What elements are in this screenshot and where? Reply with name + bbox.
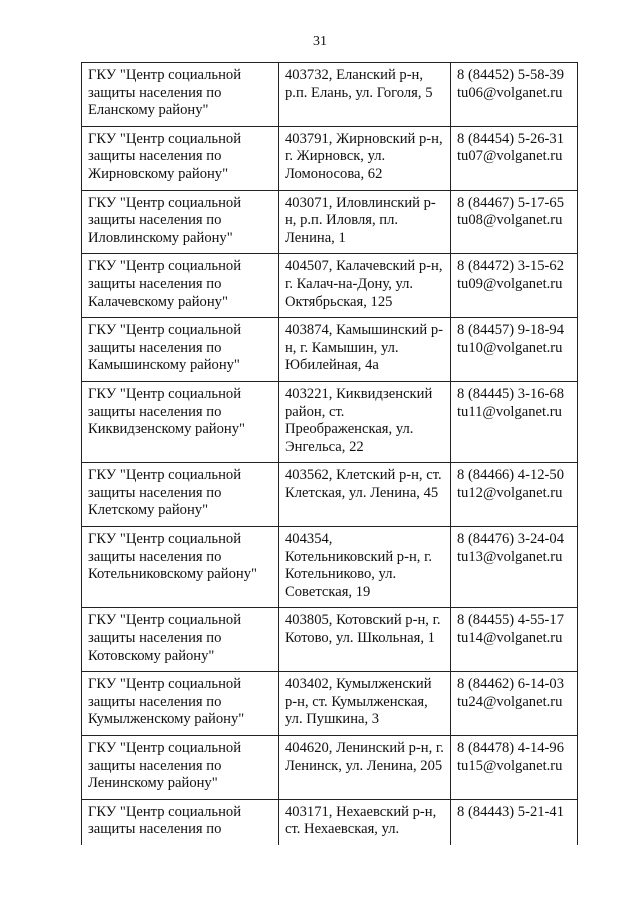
institution-name-cell: ГКУ "Центр социальной защиты населения по Еланскому району"	[82, 63, 279, 127]
email-address: tu10@volganet.ru	[457, 339, 563, 356]
phone-number: 8 (84452) 5-58-39	[457, 67, 565, 83]
phone-number: 8 (84445) 3-16-68	[457, 385, 565, 402]
institution-name-cell: ГКУ "Центр социальной защиты населения по Котельниковскому району"	[82, 527, 279, 608]
phone-number: 8 (84462) 6-14-03	[457, 676, 565, 693]
contact-cell	[451, 672, 578, 736]
contact-cell	[451, 190, 578, 254]
email-address: tu07@volganet.ru	[457, 148, 563, 165]
contact-cell	[451, 527, 578, 608]
institution-name-cell: ГКУ "Центр социальной защиты населения по Кумылженскому району"	[82, 672, 279, 736]
email-address: tu06@volganet.ru	[457, 84, 563, 101]
table-row	[82, 736, 578, 800]
contact-cell	[451, 463, 578, 527]
contact-cell	[451, 318, 578, 382]
phone-number: 8 (84457) 9-18-94	[457, 322, 565, 339]
address-cell: 403732, Еланский р-н, р.п. Елань, ул. Гоголя, 5	[279, 63, 451, 127]
contacts-table	[81, 62, 578, 845]
address-cell: 403562, Клетский р-н, ст. Клетская, ул. Ленина, 45	[279, 463, 451, 527]
table-row	[82, 463, 578, 527]
email-address: tu13@volganet.ru	[457, 548, 563, 565]
contact-cell	[451, 63, 578, 127]
contact-cell	[451, 799, 578, 845]
address-cell: 403805, Котовский р-н, г. Котово, ул. Школьная, 1	[279, 608, 451, 672]
address-cell: 403171, Нехаевский р-н, ст. Нехаевская, ул.	[279, 799, 451, 845]
institution-name-cell: ГКУ "Центр социальной защиты населения по Жирновскому району"	[82, 126, 279, 190]
table-row	[82, 799, 578, 845]
address-cell: 403874, Камышинский р-н, г. Камышин, ул. Юбилейная, 4а	[279, 318, 451, 382]
address-cell: 404354, Котельниковский р-н, г. Котельниково, ул. Советская, 19	[279, 527, 451, 608]
phone-number: 8 (84454) 5-26-31	[457, 130, 565, 147]
contact-cell	[451, 381, 578, 462]
email-address: tu12@volganet.ru	[457, 484, 563, 501]
table-body	[82, 63, 578, 845]
table-row	[82, 190, 578, 254]
institution-name-cell: ГКУ "Центр социальной защиты населения по Иловлинскому району"	[82, 190, 279, 254]
phone-number: 8 (84478) 4-14-96	[457, 740, 565, 756]
institution-name-cell: ГКУ "Центр социальной защиты населения по	[82, 799, 279, 845]
contact-cell	[451, 126, 578, 190]
table-row	[82, 126, 578, 190]
institution-name-cell: ГКУ "Центр социальной защиты населения по Котовскому району"	[82, 608, 279, 672]
address-cell: 404620, Ленинский р-н, г. Ленинск, ул. Ленина, 205	[279, 736, 451, 800]
address-cell: 403071, Иловлинский р-н, р.п. Иловля, пл. Ленина, 1	[279, 190, 451, 254]
contact-cell	[451, 736, 578, 800]
contact-cell	[451, 254, 578, 318]
phone-number: 8 (84455) 4-55-17	[457, 612, 565, 629]
email-address: tu08@volganet.ru	[457, 212, 563, 229]
address-cell: 403791, Жирновский р-н, г. Жирновск, ул. Ломоносова, 62	[279, 126, 451, 190]
table-row	[82, 527, 578, 608]
table-row	[82, 672, 578, 736]
phone-number: 8 (84472) 3-15-62	[457, 258, 565, 275]
address-cell: 403402, Кумылженский р-н, ст. Кумылженская, ул. Пушкина, 3	[279, 672, 451, 736]
phone-number: 8 (84466) 4-12-50	[457, 467, 565, 484]
email-address: tu09@volganet.ru	[457, 275, 563, 292]
address-cell: 403221, Киквидзенский район, ст. Преображенская, ул. Энгельса, 22	[279, 381, 451, 462]
table-row	[82, 381, 578, 462]
page-number: 31	[313, 34, 327, 49]
address-cell: 404507, Калачевский р-н, г. Калач-на-Дону, ул. Октябрьская, 125	[279, 254, 451, 318]
phone-number: 8 (84467) 5-17-65	[457, 194, 565, 211]
institution-name-cell: ГКУ "Центр социальной защиты населения по Киквидзенскому району"	[82, 381, 279, 462]
institution-name-cell: ГКУ "Центр социальной защиты населения по Камышинскому району"	[82, 318, 279, 382]
phone-number: 8 (84476) 3-24-04	[457, 531, 565, 548]
email-address: tu24@volganet.ru	[457, 693, 563, 710]
email-address: tu11@volganet.ru	[457, 403, 562, 420]
phone-number: 8 (84443) 5-21-41	[457, 803, 565, 820]
table-row	[82, 63, 578, 127]
institution-name-cell: ГКУ "Центр социальной защиты населения по Клетскому району"	[82, 463, 279, 527]
email-address: tu14@volganet.ru	[457, 630, 563, 647]
email-address: tu15@volganet.ru	[457, 757, 563, 774]
institution-name-cell: ГКУ "Центр социальной защиты населения по Калачевскому району"	[82, 254, 279, 318]
contact-cell	[451, 608, 578, 672]
institution-name-cell: ГКУ "Центр социальной защиты населения по Ленинскому району"	[82, 736, 279, 800]
table-row	[82, 608, 578, 672]
table-row	[82, 254, 578, 318]
table-row	[82, 318, 578, 382]
